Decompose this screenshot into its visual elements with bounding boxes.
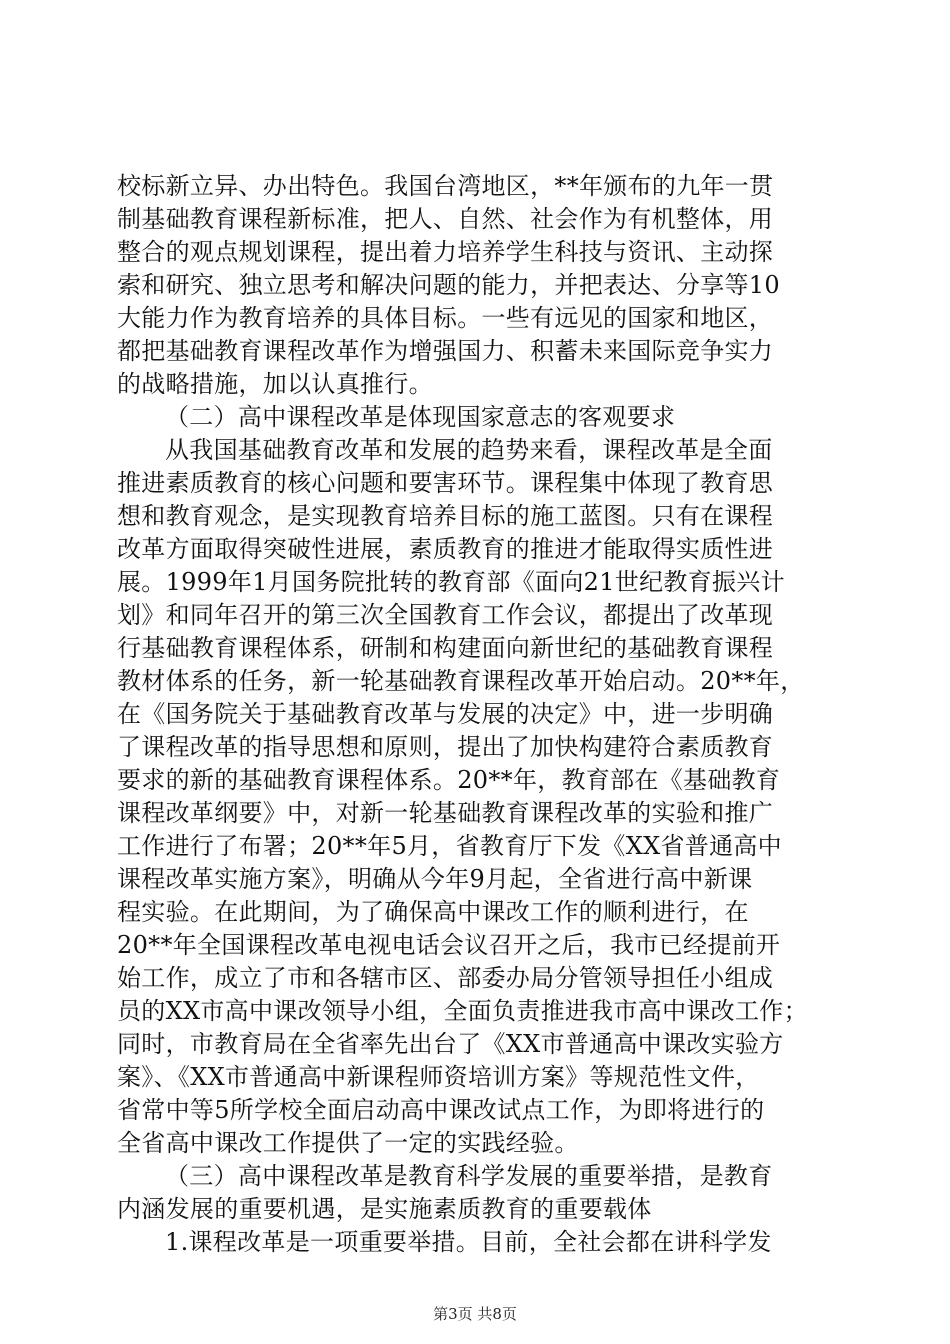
text-line: 展。1999年1月国务院批转的教育部《面向21世纪教育振兴计: [117, 568, 785, 596]
text-line: 全省高中课改工作提供了一定的实践经验。: [117, 1129, 579, 1157]
text-line: 制基础教育课程新标准，把人、自然、社会作为有机整体，用: [117, 205, 774, 233]
text-line: 工作进行了布署；20**年5月，省教育厅下发《XX省普通高中: [117, 832, 782, 860]
text-line: 改革方面取得突破性进展，素质教育的推进才能取得实质性进: [117, 535, 774, 563]
text-line: 程实验。在此期间，为了确保高中课改工作的顺利进行，在: [117, 898, 749, 926]
text-line: 1.课程改革是一项重要举措。目前，全社会都在讲科学发: [165, 1228, 772, 1256]
page-footer: 第3页 共8页: [433, 1305, 517, 1323]
text-line: 了课程改革的指导思想和原则，提出了加快构建符合素质教育: [117, 733, 774, 761]
text-line: 教材体系的任务，新一轮基础教育课程改革开始启动。20**年，: [117, 667, 805, 695]
text-line: 案》、《XX市普通高中新课程师资培训方案》等规范性文件，: [117, 1063, 760, 1091]
text-line: 20**年全国课程改革电视电话会议召开之后，我市已经提前开: [117, 931, 781, 959]
text-line: 课程改革纲要》中，对新一轮基础教育课程改革的实验和推广: [117, 799, 774, 827]
text-line: 员的XX市高中课改领导小组，全面负责推进我市高中课改工作；: [117, 997, 808, 1025]
text-line: 想和教育观念，是实现教育培养目标的施工蓝图。只有在课程: [117, 502, 774, 530]
text-line: 都把基础教育课程改革作为增强国力、积蓄未来国际竞争实力: [117, 337, 774, 365]
section-heading: （二）高中课程改革是体现国家意志的客观要求: [165, 403, 676, 431]
text-line: 行基础教育课程体系，研制和构建面向新世纪的基础教育课程: [117, 634, 774, 662]
text-line: 在《国务院关于基础教育改革与发展的决定》中，进一步明确: [117, 700, 774, 728]
text-line: 的战略措施，加以认真推行。: [117, 370, 433, 398]
text-line: 整合的观点规划课程，提出着力培养学生科技与资讯、主动探: [117, 238, 774, 266]
text-line: 要求的新的基础教育课程体系。20**年，教育部在《基础教育: [117, 766, 781, 794]
text-line: 推进素质教育的核心问题和要害环节。课程集中体现了教育思: [117, 469, 774, 497]
text-line: 划》和同年召开的第三次全国教育工作会议，都提出了改革现: [117, 601, 774, 629]
text-line: 同时，市教育局在全省率先出台了《XX市普通高中课改实验方: [117, 1030, 784, 1058]
text-line: 索和研究、独立思考和解决问题的能力，并把表达、分享等10: [117, 271, 780, 299]
text-line: 大能力作为教育培养的具体目标。一些有远见的国家和地区，: [117, 304, 774, 332]
text-line: 从我国基础教育改革和发展的趋势来看，课程改革是全面: [165, 436, 773, 464]
text-line: 课程改革实施方案》，明确从今年9月起，全省进行高中新课: [117, 865, 753, 893]
text-line: 省常中等5所学校全面启动高中课改试点工作，为即将进行的: [117, 1096, 765, 1124]
text-line: 始工作，成立了市和各辖市区、部委办局分管领导担任小组成: [117, 964, 774, 992]
section-heading: （三）高中课程改革是教育科学发展的重要举措，是教育: [165, 1162, 773, 1190]
text-line: 校标新立异、办出特色。我国台湾地区，**年颁布的九年一贯: [117, 172, 774, 200]
section-heading: 内涵发展的重要机遇，是实施素质教育的重要载体: [117, 1195, 652, 1223]
